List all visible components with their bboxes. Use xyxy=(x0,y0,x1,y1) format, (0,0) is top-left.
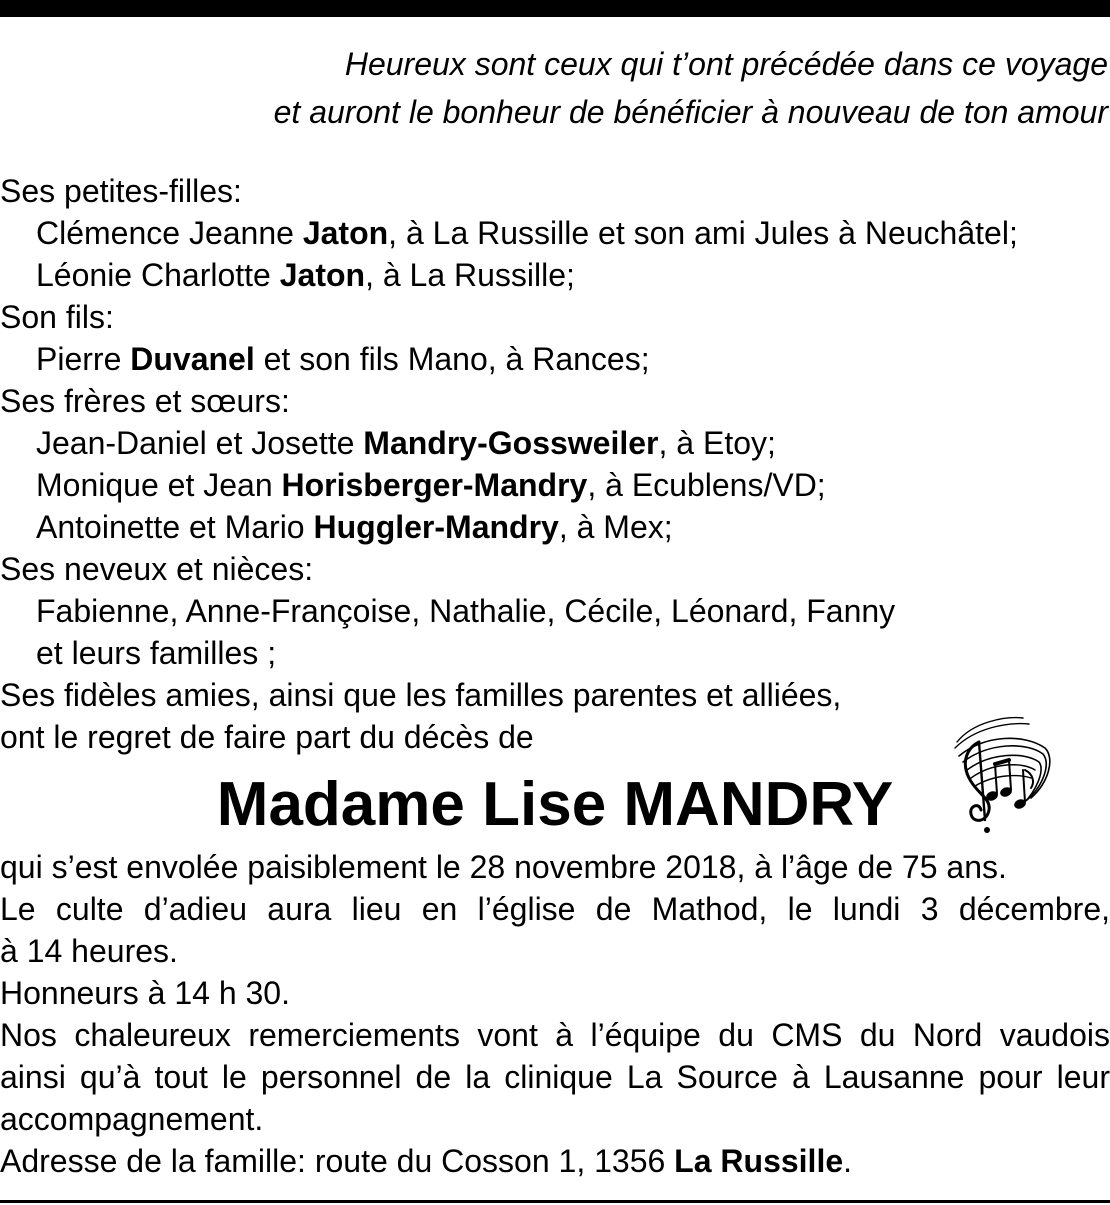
deceased-name-heading xyxy=(0,765,1110,845)
nephews-line-2: et leurs familles ; xyxy=(36,635,277,671)
location-text: , à Mex; xyxy=(558,509,673,545)
siblings-heading: Ses frères et sœurs: xyxy=(0,383,290,419)
thanks-line-1: Nos chaleureux remerciements vont à l’équipe du CMS du Nord vaudois xyxy=(0,1017,1110,1053)
address-text: Adresse de la famille: route du Cosson 1, 1356 xyxy=(0,1143,675,1179)
son-entry xyxy=(0,338,1110,380)
sibling-3 xyxy=(0,506,1110,548)
surname: Mandry-Gossweiler xyxy=(363,425,659,461)
sibling-1 xyxy=(0,422,1110,464)
name-text: Monique et Jean xyxy=(36,467,282,503)
name-text: Jean-Daniel et Josette xyxy=(36,425,364,461)
surname: Jaton xyxy=(279,257,366,293)
son-heading: Son fils: xyxy=(0,299,114,335)
name-text: Clémence Jeanne xyxy=(36,215,303,251)
nephews-line-1: Fabienne, Anne-Françoise, Nathalie, Cécile, Léonard, Fanny xyxy=(36,593,896,629)
address-end: . xyxy=(843,1143,853,1179)
location-text: , à Ecublens/VD; xyxy=(587,467,826,503)
ceremony-line: Le culte d’adieu aura lieu en l’église de Mathod, le lundi 3 décembre, xyxy=(0,891,1110,927)
surname: Jaton xyxy=(302,215,389,251)
friends-line: Ses fidèles amies, ainsi que les familles parentes et alliées, xyxy=(0,677,842,713)
ceremony-details xyxy=(0,846,1110,1182)
thanks-line-2: ainsi qu’à tout le personnel de la clinique La Source à Lausanne pour leur xyxy=(0,1059,1110,1095)
name-text: Antoinette et Mario xyxy=(36,509,314,545)
surname: Duvanel xyxy=(130,341,255,377)
thanks-line-3: accompagnement. xyxy=(0,1101,264,1137)
deceased-name: Madame Lise MANDRY xyxy=(216,770,894,839)
top-rule xyxy=(0,0,1110,17)
granddaughters-heading: Ses petites-filles: xyxy=(0,173,242,209)
ceremony-time: à 14 heures. xyxy=(0,933,178,969)
sibling-2 xyxy=(0,464,1110,506)
music-notes-icon xyxy=(945,712,1057,836)
passing-line: qui s’est envolée paisiblement le 28 novembre 2018, à l’âge de 75 ans. xyxy=(0,849,1007,885)
location-text: , à La Russille et son ami Jules à Neuchâtel; xyxy=(388,215,1018,251)
surname: Horisberger-Mandry xyxy=(281,467,588,503)
granddaughter-2 xyxy=(0,254,1110,296)
epigraph-line-1: Heureux sont ceux qui t’ont précédée dans ce voyage xyxy=(344,46,1108,82)
location-text: et son fils Mano, à Rances; xyxy=(254,341,650,377)
epigraph-line-2: et auront le bonheur de bénéficier à nouveau de ton amour xyxy=(273,94,1108,130)
surname: Huggler-Mandry xyxy=(313,509,559,545)
epigraph xyxy=(274,40,1108,136)
regret-line: ont le regret de faire part du décès de xyxy=(0,719,534,755)
name-text: Pierre xyxy=(36,341,131,377)
family-list xyxy=(0,170,1110,758)
family-address xyxy=(0,1140,1110,1182)
address-locality: La Russille xyxy=(674,1143,844,1179)
honors-line: Honneurs à 14 h 30. xyxy=(0,975,290,1011)
granddaughter-1 xyxy=(0,212,1110,254)
name-text: Léonie Charlotte xyxy=(36,257,280,293)
nephews-heading: Ses neveux et nièces: xyxy=(0,551,314,587)
location-text: , à La Russille; xyxy=(365,257,575,293)
bottom-rule xyxy=(0,1200,1110,1203)
location-text: , à Etoy; xyxy=(658,425,776,461)
